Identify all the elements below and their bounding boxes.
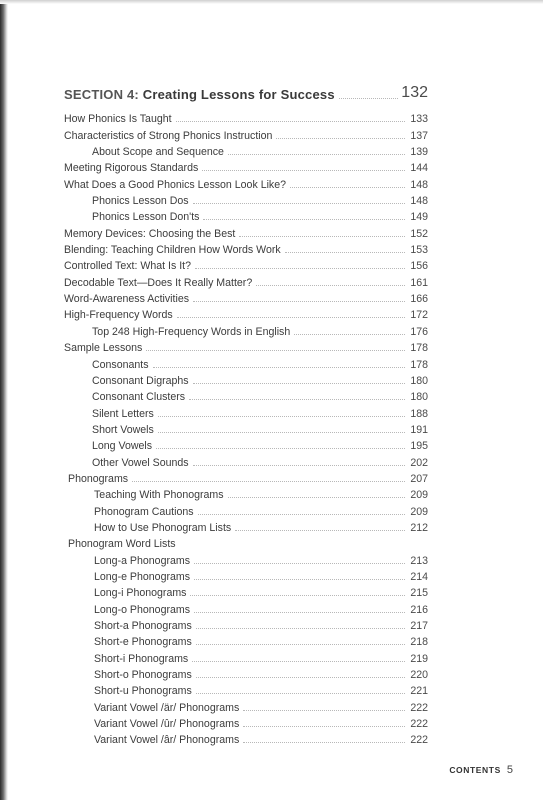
- toc-entry-title: Top 248 High-Frequency Words in English: [92, 325, 291, 338]
- toc-entry-page-number: 133: [410, 113, 428, 126]
- leader-dots: [276, 138, 405, 139]
- leader-dots: [203, 219, 405, 220]
- toc-entry[interactable]: [64, 420, 428, 436]
- toc-entry-title: Phonics Lesson Dos: [92, 195, 189, 208]
- toc-entry-page-number: 137: [410, 129, 428, 142]
- leader-dots: [194, 612, 405, 613]
- leader-dots: [193, 301, 405, 302]
- toc-entry-page-number: 215: [410, 587, 428, 600]
- leader-dots: [235, 530, 405, 531]
- leader-dots: [153, 367, 405, 368]
- toc-entry[interactable]: [64, 387, 428, 403]
- footer-label: CONTENTS: [449, 765, 501, 775]
- leader-dots: [198, 514, 405, 515]
- toc-entry[interactable]: [64, 371, 428, 387]
- toc-entry-title: About Scope and Sequence: [92, 146, 224, 159]
- toc-entry[interactable]: [64, 125, 428, 141]
- toc-entry-title: Word-Awareness Activities: [64, 293, 190, 306]
- page-binding-edge: [0, 0, 8, 800]
- toc-entry[interactable]: [64, 469, 428, 485]
- leader-dots: [158, 416, 405, 417]
- section-page-number: 132: [401, 84, 428, 101]
- leader-dots: [290, 187, 405, 188]
- toc-entry-title: Long-a Phonograms: [94, 554, 190, 567]
- leader-dots: [146, 350, 405, 351]
- leader-dots: [194, 563, 405, 564]
- toc-entry[interactable]: [64, 599, 428, 615]
- toc-entry-title: Phonics Lesson Don'ts: [92, 211, 200, 224]
- leader-dots: [194, 579, 405, 580]
- leader-dots: [243, 742, 405, 743]
- toc-entry-title: Phonogram Cautions: [94, 505, 194, 518]
- leader-dots: [156, 448, 405, 449]
- toc-entry-title: Other Vowel Sounds: [92, 456, 189, 469]
- toc-entry-title: Long Vowels: [92, 440, 153, 453]
- toc-entry-page-number: 218: [410, 636, 428, 649]
- leader-dots: [193, 203, 405, 204]
- toc-entry-page-number: 178: [410, 342, 428, 355]
- leader-dots: [285, 252, 405, 253]
- toc-entry-page-number: 153: [410, 244, 428, 257]
- toc-entry[interactable]: [64, 403, 428, 419]
- toc-entry-title: Short-a Phonograms: [94, 620, 192, 632]
- toc-entry[interactable]: [64, 632, 428, 648]
- toc-entry-page-number: 216: [410, 603, 428, 616]
- toc-entry-page-number: 209: [410, 489, 428, 502]
- toc-entry-page-number: 221: [410, 685, 428, 698]
- leader-dots: [294, 334, 405, 335]
- table-of-contents: [64, 84, 428, 746]
- toc-entry-title: Silent Letters: [92, 407, 154, 420]
- toc-entry[interactable]: [64, 142, 428, 158]
- page-top-shadow: [0, 0, 543, 4]
- section-name: Creating Lessons for Success: [138, 87, 335, 102]
- leader-dots: [196, 677, 405, 678]
- toc-entry-title: How Phonics Is Taught: [64, 113, 172, 126]
- toc-entry-page-number: 212: [410, 521, 428, 534]
- toc-entry-page-number: 178: [410, 358, 428, 371]
- toc-entry-title: Variant Vowel /ûr/ Phonograms: [94, 718, 240, 731]
- toc-entry[interactable]: [64, 109, 428, 125]
- leader-dots: [189, 399, 405, 400]
- toc-entry-page-number: 191: [410, 423, 428, 436]
- leader-dots: [256, 285, 405, 286]
- leader-dots: [195, 268, 405, 269]
- toc-entry[interactable]: [64, 207, 428, 223]
- toc-entry-page-number: 188: [410, 407, 428, 420]
- toc-entry[interactable]: [64, 436, 428, 452]
- toc-entry-title: Decodable Text—Does It Really Matter?: [64, 276, 253, 289]
- toc-entry[interactable]: [64, 550, 428, 566]
- toc-entry-page-number: 148: [410, 178, 428, 191]
- toc-entry[interactable]: [64, 730, 428, 746]
- toc-entry[interactable]: [64, 583, 428, 599]
- toc-entry[interactable]: [64, 452, 428, 468]
- leader-dots: [202, 170, 405, 171]
- toc-entry-title: How to Use Phonogram Lists: [94, 521, 232, 534]
- toc-entry-title: Characteristics of Strong Phonics Instruction: [64, 129, 273, 142]
- toc-entry-title: Short-e Phonograms: [94, 636, 192, 649]
- toc-entries: [64, 109, 428, 746]
- toc-entry-title: Phonogram Word Lists: [68, 538, 176, 551]
- toc-entry[interactable]: [64, 158, 428, 174]
- leader-dots: [196, 644, 405, 645]
- toc-entry-title: Memory Devices: Choosing the Best: [64, 227, 236, 240]
- footer-page-number: 5: [506, 764, 513, 776]
- toc-entry[interactable]: [64, 567, 428, 583]
- toc-entry-page-number: 172: [410, 309, 428, 322]
- toc-entry[interactable]: [64, 272, 428, 288]
- leader-dots: [193, 465, 405, 466]
- toc-entry-title: Variant Vowel /är/ Phonograms: [94, 701, 240, 714]
- toc-entry[interactable]: [64, 289, 428, 305]
- toc-entry-page-number: 222: [410, 734, 428, 747]
- toc-entry-page-number: 213: [410, 554, 428, 567]
- toc-entry-page-number: 195: [410, 440, 428, 453]
- toc-entry-page-number: 217: [410, 620, 428, 632]
- toc-entry[interactable]: [64, 518, 428, 534]
- toc-entry-title: High-Frequency Words: [64, 309, 173, 322]
- toc-entry-title: Variant Vowel /âr/ Phonograms: [94, 734, 240, 747]
- section-number: SECTION 4:: [64, 87, 139, 102]
- toc-entry-title: Blending: Teaching Children How Words Work: [64, 244, 281, 257]
- toc-entry-title: Long-e Phonograms: [94, 570, 190, 583]
- toc-entry-page-number: 161: [410, 276, 428, 289]
- leader-dots: [193, 383, 405, 384]
- toc-entry[interactable]: [64, 256, 428, 272]
- leader-dots: [243, 726, 405, 727]
- toc-entry[interactable]: [64, 191, 428, 207]
- leader-dots: [192, 661, 405, 662]
- toc-entry-page-number: 220: [410, 669, 428, 682]
- toc-entry-title: Controlled Text: What Is It?: [64, 260, 191, 273]
- toc-entry-page-number: 152: [410, 227, 428, 240]
- toc-entry[interactable]: [64, 616, 428, 632]
- toc-entry-page-number: 156: [410, 260, 428, 273]
- toc-entry-page-number: 222: [410, 718, 428, 731]
- leader-dots: [228, 497, 405, 498]
- toc-entry-page-number: 214: [410, 570, 428, 583]
- toc-entry-page-number: 148: [410, 195, 428, 208]
- toc-entry[interactable]: [64, 321, 428, 337]
- leader-dots: [196, 693, 405, 694]
- toc-entry[interactable]: [64, 305, 428, 321]
- toc-entry[interactable]: [64, 174, 428, 190]
- toc-entry-title: Consonants: [92, 358, 149, 371]
- toc-entry-page-number: 219: [410, 652, 428, 665]
- leader-dots: [228, 154, 405, 155]
- toc-entry[interactable]: [64, 501, 428, 517]
- toc-entry-page-number: 144: [410, 162, 428, 175]
- toc-entry-page-number: 222: [410, 701, 428, 714]
- section-heading[interactable]: [64, 84, 428, 102]
- toc-entry-title: What Does a Good Phonics Lesson Look Like?: [64, 178, 287, 191]
- page-footer: [449, 764, 513, 776]
- toc-entry-title: Phonograms: [68, 472, 129, 485]
- toc-entry-title: Long-o Phonograms: [94, 603, 190, 616]
- toc-entry-title: Short-o Phonograms: [94, 669, 192, 682]
- toc-entry-page-number: 139: [410, 146, 428, 159]
- toc-entry-title: Consonant Clusters: [92, 391, 186, 404]
- toc-entry-title: Meeting Rigorous Standards: [64, 162, 199, 175]
- section-title: [64, 87, 335, 102]
- leader-dots: [132, 481, 405, 482]
- toc-entry[interactable]: [64, 534, 428, 550]
- leader-dots: [176, 121, 405, 122]
- toc-entry[interactable]: [64, 697, 428, 713]
- toc-entry[interactable]: [64, 240, 428, 256]
- toc-entry-title: Short-u Phonograms: [94, 685, 192, 698]
- toc-entry[interactable]: [64, 648, 428, 664]
- toc-entry-page-number: 202: [410, 456, 428, 469]
- leader-dots: [243, 710, 405, 711]
- toc-entry-page-number: 207: [410, 472, 428, 485]
- leader-dots: [339, 98, 399, 99]
- toc-entry[interactable]: [64, 485, 428, 501]
- toc-entry[interactable]: [64, 714, 428, 730]
- toc-entry-page-number: 180: [410, 391, 428, 404]
- leader-dots: [196, 628, 405, 629]
- toc-entry-page-number: 149: [410, 211, 428, 224]
- leader-dots: [158, 432, 405, 433]
- toc-entry-title: Sample Lessons: [64, 342, 143, 355]
- toc-entry-title: Long-i Phonograms: [94, 587, 187, 600]
- leader-dots: [177, 317, 405, 318]
- toc-entry-page-number: 166: [410, 293, 428, 306]
- toc-entry-page-number: 176: [410, 325, 428, 338]
- toc-entry[interactable]: [64, 338, 428, 354]
- toc-entry-title: Consonant Digraphs: [92, 374, 189, 387]
- toc-entry-title: Short-i Phonograms: [94, 652, 189, 665]
- toc-entry[interactable]: [64, 354, 428, 370]
- toc-entry-page-number: 180: [410, 374, 428, 387]
- toc-entry[interactable]: [64, 223, 428, 239]
- toc-entry[interactable]: [64, 665, 428, 681]
- leader-dots: [239, 236, 405, 237]
- toc-entry-title: Teaching With Phonograms: [94, 489, 224, 502]
- toc-entry[interactable]: [64, 681, 428, 697]
- toc-entry-title: Short Vowels: [92, 423, 154, 436]
- toc-entry-page-number: 209: [410, 505, 428, 518]
- leader-dots: [190, 595, 405, 596]
